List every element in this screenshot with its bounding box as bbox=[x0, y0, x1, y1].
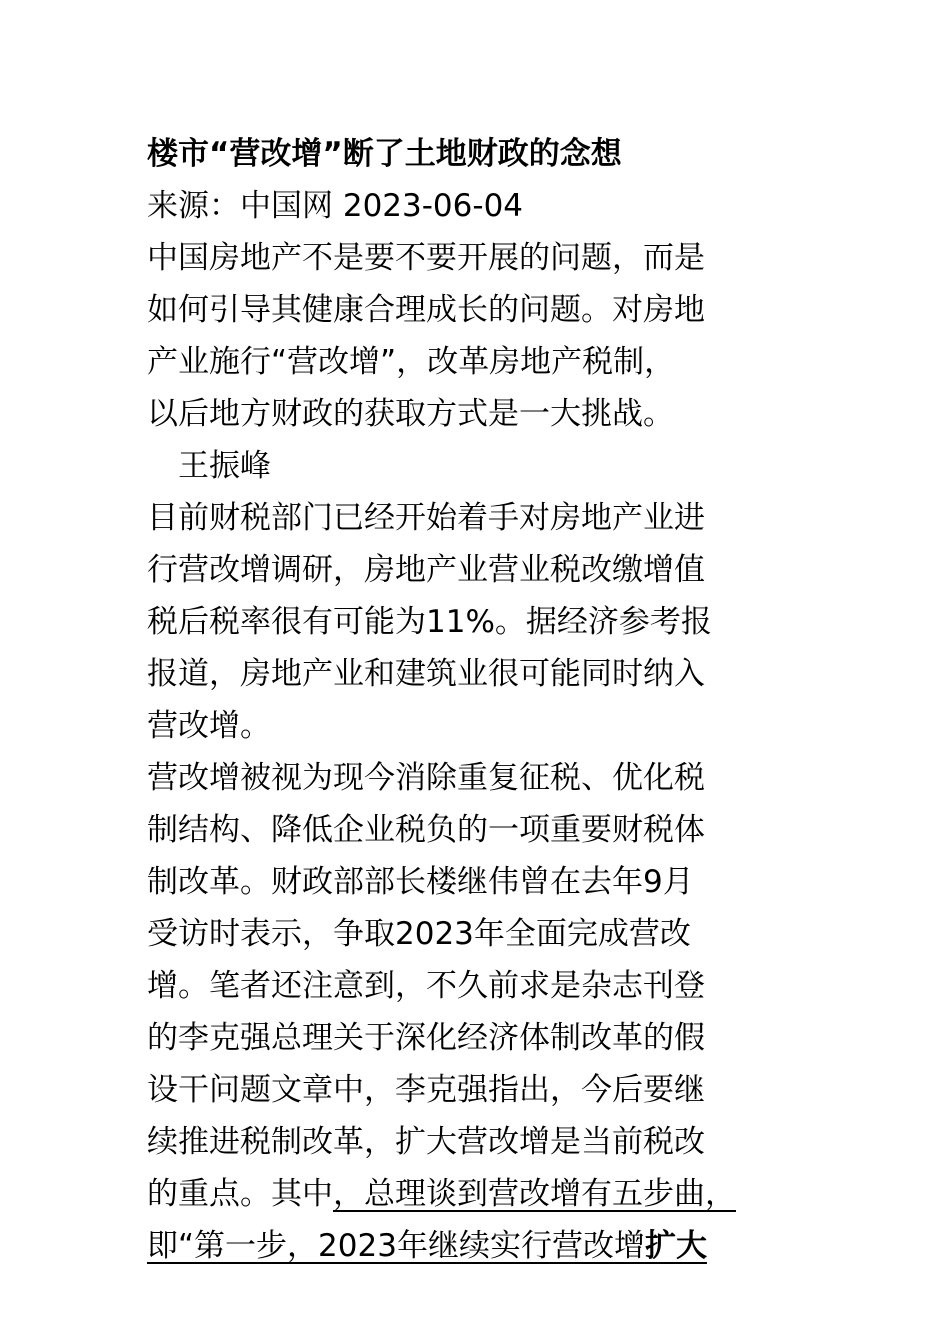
paragraph-3-line-10 bbox=[147, 1220, 817, 1272]
paragraph-3-line-1: 营改增被视为现今消除重复征税、优化税 bbox=[147, 760, 705, 796]
paragraph-3-line-3: 制改革。财政部部长楼继伟曾在去年9月 bbox=[147, 864, 694, 900]
paragraph-3-line-9 bbox=[147, 1168, 817, 1220]
paragraph-3-line-8: 续推进税制改革，扩大营改增是当前税改 bbox=[147, 1124, 705, 1160]
paragraph-3-line-2: 制结构、降低企业税负的一项重要财税体 bbox=[147, 812, 705, 848]
paragraph-3-line-7: 设干问题文章中，李克强指出，今后要继 bbox=[147, 1072, 705, 1108]
paragraph-1-line-1: 中国房地产不是要不要开展的问题，而是 bbox=[147, 240, 705, 276]
paragraph-3-line-4: 受访时表示，争取2023年全面完成营改 bbox=[147, 916, 691, 952]
paragraph-1-line-4: 以后地方财政的获取方式是一大挑战。 bbox=[147, 396, 674, 432]
plain-text-segment: 的重点。其中 bbox=[147, 1176, 333, 1212]
paragraph-2-line-4: 报道，房地产业和建筑业很可能同时纳入 bbox=[147, 656, 705, 692]
source-line: 来源：中国网 2023-06-04 bbox=[147, 188, 524, 224]
article-title: 楼市“营改增”断了土地财政的念想 bbox=[147, 136, 622, 172]
paragraph-2-line-2: 行营改增调研，房地产业营业税改缴增值 bbox=[147, 552, 705, 588]
underlined-text-segment: ，总理谈到营改增有五步曲， bbox=[333, 1176, 736, 1212]
underlined-bold-text-segment: 扩大 bbox=[644, 1228, 707, 1264]
paragraph-1-line-2: 如何引导其健康合理成长的问题。对房地 bbox=[147, 292, 705, 328]
paragraph-1-line-3: 产业施行“营改增”，改革房地产税制， bbox=[147, 344, 676, 380]
paragraph-2-line-5: 营改增。 bbox=[147, 708, 271, 744]
paragraph-2-line-1: 目前财税部门已经开始着手对房地产业进 bbox=[147, 500, 705, 536]
paragraph-2-line-3: 税后税率很有可能为11%。据经济参考报 bbox=[147, 604, 712, 640]
paragraph-3-line-5: 增。笔者还注意到，不久前求是杂志刊登 bbox=[147, 968, 705, 1004]
underlined-text-segment: 即“第一步，2023年继续实行营改增 bbox=[147, 1228, 645, 1264]
paragraph-3-line-6: 的李克强总理关于深化经济体制改革的假 bbox=[147, 1020, 705, 1056]
document-page bbox=[147, 128, 817, 1272]
author-name: 王振峰 bbox=[178, 448, 271, 484]
